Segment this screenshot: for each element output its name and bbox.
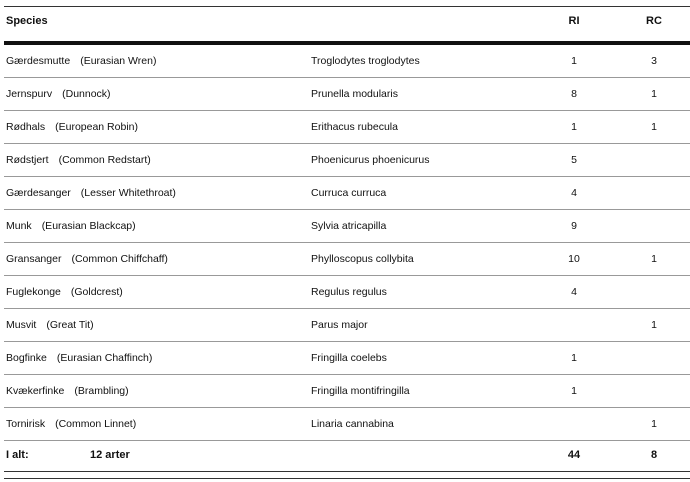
total-species-count: 12 arter (90, 449, 130, 461)
species-local-name: Gærdesmutte (6, 55, 71, 67)
species-latin-name: Prunella modularis (311, 88, 398, 100)
table-body (4, 45, 690, 441)
species-name (6, 220, 136, 232)
header-rc: RC (646, 15, 662, 27)
rc-value: 1 (651, 319, 657, 331)
species-english-name: (Common Redstart) (58, 154, 151, 166)
species-latin-name: Sylvia atricapilla (311, 220, 387, 232)
species-english-name: (Lesser Whitethroat) (80, 187, 176, 199)
table-row (4, 342, 690, 375)
species-local-name: Musvit (6, 319, 37, 331)
species-name (6, 121, 138, 133)
species-english-name: (Eurasian Chaffinch) (56, 352, 153, 364)
species-english-name: (Great Tit) (46, 319, 94, 331)
species-local-name: Gærdesanger (6, 187, 71, 199)
species-english-name: (European Robin) (55, 121, 138, 133)
species-local-name: Munk (6, 220, 32, 232)
ri-value: 4 (571, 286, 577, 298)
species-local-name: Fuglekonge (6, 286, 61, 298)
species-latin-name: Parus major (311, 319, 368, 331)
total-label: I alt: (6, 449, 29, 461)
rc-value: 1 (651, 253, 657, 265)
species-english-name: (Dunnock) (62, 88, 111, 100)
species-name (6, 88, 111, 100)
species-local-name: Rødstjert (6, 154, 49, 166)
species-name (6, 187, 176, 199)
species-latin-name: Erithacus rubecula (311, 121, 398, 133)
ri-value: 1 (571, 55, 577, 67)
species-local-name: Bogfinke (6, 352, 47, 364)
species-local-name: Tornirisk (6, 418, 46, 430)
species-english-name: (Goldcrest) (70, 286, 123, 298)
table-row (4, 309, 690, 342)
species-name (6, 55, 156, 67)
species-english-name: (Common Linnet) (55, 418, 137, 430)
header-species: Species (6, 15, 48, 27)
species-local-name: Gransanger (6, 253, 62, 265)
ri-value: 9 (571, 220, 577, 232)
ri-value: 1 (571, 352, 577, 364)
table-row (4, 111, 690, 144)
table-header (4, 6, 690, 41)
species-name (6, 253, 168, 265)
species-name (6, 286, 123, 298)
table-row (4, 144, 690, 177)
ri-value: 10 (568, 253, 580, 265)
table-row (4, 276, 690, 309)
ri-value: 5 (571, 154, 577, 166)
rc-value: 1 (651, 88, 657, 100)
species-name (6, 418, 136, 430)
species-name (6, 154, 151, 166)
species-latin-name: Linaria cannabina (311, 418, 394, 430)
ri-value: 8 (571, 88, 577, 100)
species-latin-name: Regulus regulus (311, 286, 387, 298)
rc-value: 1 (651, 121, 657, 133)
total-ri: 44 (567, 449, 581, 461)
species-english-name: (Eurasian Blackcap) (41, 220, 136, 232)
species-latin-name: Troglodytes troglodytes (311, 55, 420, 67)
species-latin-name: Fringilla montifringilla (311, 385, 410, 397)
table-row (4, 243, 690, 276)
table-row (4, 78, 690, 111)
species-name (6, 385, 129, 397)
table-row (4, 210, 690, 243)
table-row (4, 45, 690, 78)
ri-value: 1 (571, 121, 577, 133)
species-table (4, 6, 690, 479)
ri-value: 1 (571, 385, 577, 397)
species-local-name: Kvækerfinke (6, 385, 65, 397)
species-name (6, 319, 94, 331)
header-ri: RI (568, 15, 580, 27)
table-row (4, 375, 690, 408)
total-rc: 8 (650, 449, 658, 461)
species-latin-name: Curruca curruca (311, 187, 387, 199)
species-english-name: (Eurasian Wren) (80, 55, 157, 67)
total-row (4, 441, 690, 472)
species-latin-name: Phoenicurus phoenicurus (311, 154, 430, 166)
table-row (4, 408, 690, 441)
species-english-name: (Brambling) (74, 385, 129, 397)
species-english-name: (Common Chiffchaff) (71, 253, 168, 265)
rc-value: 1 (651, 418, 657, 430)
rc-value: 3 (651, 55, 657, 67)
table-row (4, 177, 690, 210)
species-local-name: Jernspurv (6, 88, 53, 100)
species-latin-name: Fringilla coelebs (311, 352, 387, 364)
ri-value: 4 (571, 187, 577, 199)
species-latin-name: Phylloscopus collybita (311, 253, 414, 265)
bottom-rule (4, 478, 690, 479)
species-local-name: Rødhals (6, 121, 46, 133)
species-name (6, 352, 152, 364)
